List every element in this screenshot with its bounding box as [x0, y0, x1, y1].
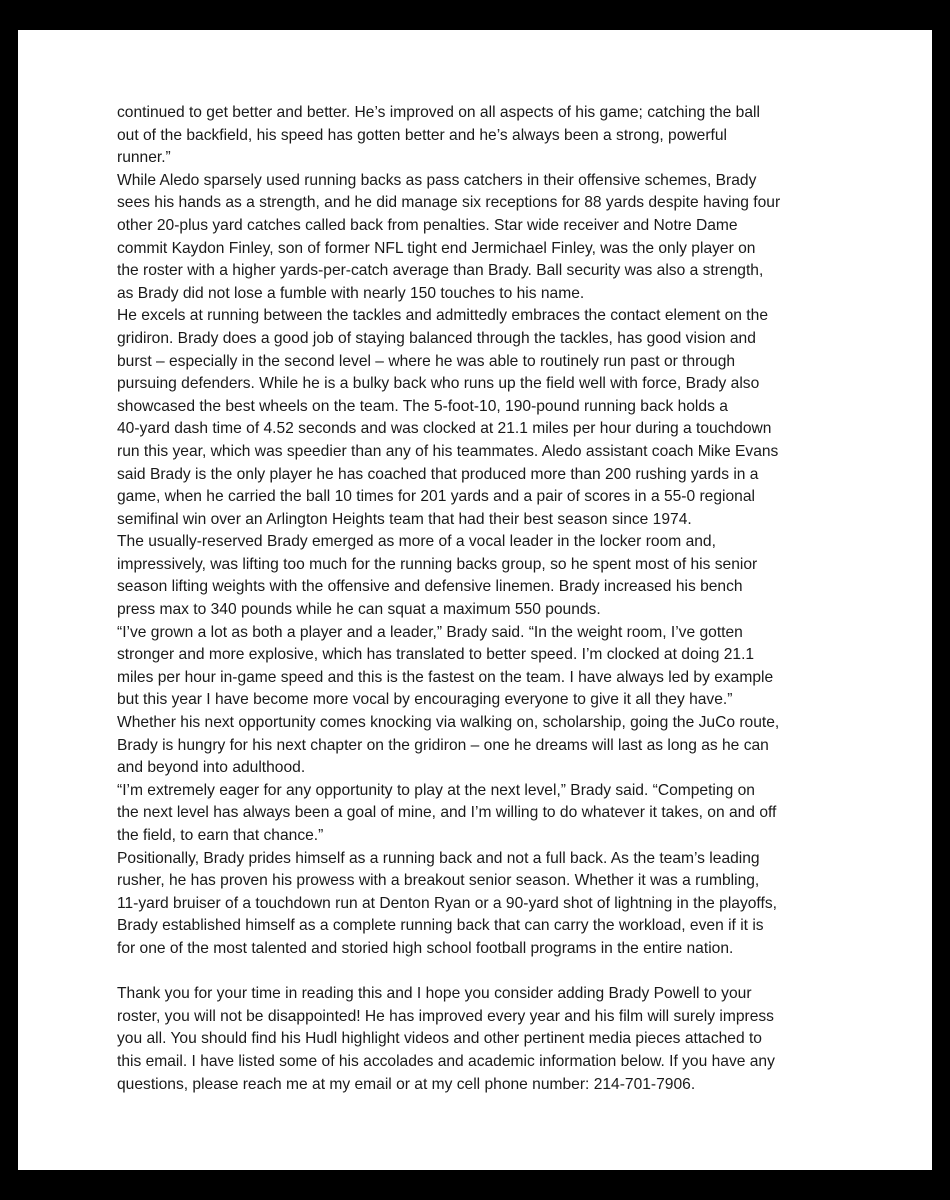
paragraph-8: Positionally, Brady prides himself as a running back and not a full back. As the team’s leading rusher, he has proven his prowess with a breakout senior season. Whether it was a rumbling, 11-yard bruiser of a touchdown run at Denton Ryan or a 90-yard shot of lightning in the playoffs, Brady established himself as a complete running back that can carry the workload, even if it is for one of the most talented and storied high school football programs in the entire nation.: [117, 849, 777, 957]
closing-paragraph: Thank you for your time in reading this and I hope you consider adding Brady Powell to your roster, you will not be disappointed! He has improved every year and his film will surely impress you all. You should find his Hudl highlight videos and other pertinent media pieces attached to this email. I have listed some of his accolades and academic information below. If you have any questions, please reach me at my email or at my cell phone number: 214-701-7906.: [117, 985, 775, 1093]
paragraph-4: The usually-reserved Brady emerged as more of a vocal leader in the locker room and, impressively, was lifting too much for the running backs group, so he spent most of his senior season lifting weights with the offensive and defensive linemen. Brady increased his bench press max to 340 pounds while he can squat a maximum 550 pounds.: [117, 533, 758, 619]
paragraph-3: He excels at running between the tackles and admittedly embraces the contact element on the gridiron. Brady does a good job of staying balanced through the tackles, has good vision and burst – especially in the second level – where he was able to routinely run past or through pursuing defenders. While he is a bulky back who runs up the field well with force, Brady also showcased the best wheels on the team. The 5-foot-10, 190-pound running back holds a 40-yard dash time of 4.52 seconds and was clocked at 21.1 miles per hour during a touchdown run this year, which was speedier than any of his teammates. Aledo assistant coach Mike Evans said Brady is the only player he has coached that produced more than 200 rushing yards in a game, when he carried the ball 10 times for 201 yards and a pair of scores in a 55-0 regional semifinal win over an Arlington Heights team that had their best season since 1974.: [117, 307, 779, 528]
document-body: [117, 102, 852, 1096]
paragraph-5: “I’ve grown a lot as both a player and a leader,” Brady said. “In the weight room, I’ve gotten stronger and more explosive, which has translated to better speed. I’m clocked at doing 21.1 miles per hour in-game speed and this is the fastest on the team. I have always led by example but this year I have become more vocal by encouraging everyone to give it all they have.”: [117, 623, 774, 709]
paragraph-2: While Aledo sparsely used running backs as pass catchers in their offensive schemes, Brady sees his hands as a strength, and he did manage six receptions for 88 yards despite having four other 20-plus yard catches called back from penalties. Star wide receiver and Notre Dame commit Kaydon Finley, son of former NFL tight end Jermichael Finley, was the only player on the roster with a higher yards-per-catch average than Brady. Ball security was also a strength, as Brady did not lose a fumble with nearly 150 touches to his name.: [117, 171, 781, 302]
paragraph-1: continued to get better and better. He’s improved on all aspects of his game; catching the ball out of the backfield, his speed has gotten better and he’s always been a strong, powerful runner.”: [117, 104, 760, 167]
paragraph-6: Whether his next opportunity comes knocking via walking on, scholarship, going the JuCo route, Brady is hungry for his next chapter on the gridiron – one he dreams will last as long as he can and beyond into adulthood.: [117, 714, 780, 777]
paragraph-spacer: [117, 961, 852, 984]
paragraph-7: “I’m extremely eager for any opportunity to play at the next level,” Brady said. “Competing on the next level has always been a goal of mine, and I’m willing to do whatever it takes, on and off the field, to earn that chance.”: [117, 781, 777, 844]
document-page: [18, 30, 932, 1170]
